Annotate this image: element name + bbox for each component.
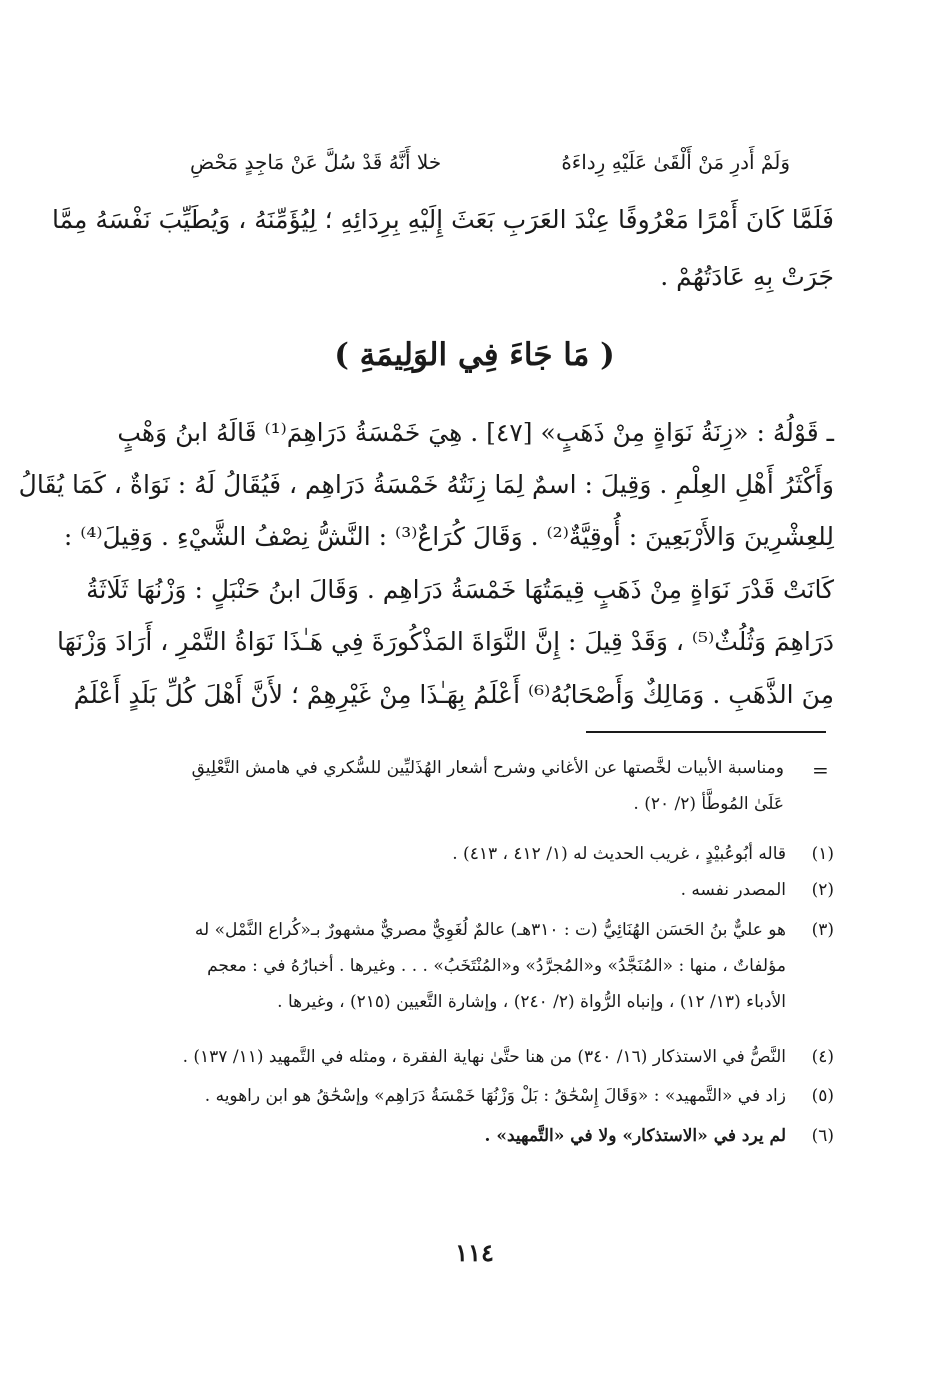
footnote-text: المصدر نفسه .: [680, 880, 786, 900]
poem-verse: [190, 140, 790, 184]
footnote-number: (١): [811, 844, 834, 864]
section-heading: ( مَا جَاءَ فِي الوَلِيمَةِ ): [334, 337, 615, 373]
body-line: لِلعِشْرِينَ وَالأَرْبَعِينَ : أُوقِيَّةٌ⁽²⁾ . وَقَالَ كُرَاعٌ⁽³⁾ : النَّشُّ نِصْفُ الشَّيْءِ . وَقِيلَ⁽⁴⁾ :: [63, 522, 834, 551]
footnote-1: [114, 844, 834, 874]
body-line: مِنَ الذَّهَبِ . وَمَالِكٌ وَأَصْحَابُهُ⁽⁶⁾ أَعْلَمُ بِهَـٰذَا مِنْ غَيْرِهِمْ ؛ لأَنَّ أَهْلَ كُلِّ بَلَدٍ أَعْلَمُ: [73, 680, 834, 709]
continuation-marker: =: [812, 758, 829, 782]
footnote-number: (٥): [811, 1086, 834, 1106]
footnote-6: [114, 1126, 834, 1156]
footnote-number: (٢): [811, 880, 834, 900]
intro-line: فَلَمَّا كَانَ أَمْرًا مَعْرُوفًا عِنْدَ العَرَبِ بَعَثَ إِلَيْهِ بِرِدَائِهِ ؛ لِيُؤَمِّنَهُ ، وَيُطَيِّبَ نَفْسَهُ مِمَّا: [51, 205, 834, 234]
body-line: ـ قَوْلُهُ : «زِنَةُ نَوَاةٍ مِنْ ذَهَبٍ» [٤٧] . هِيَ خَمْسَةُ دَرَاهِمَ⁽¹⁾ قَالَهُ ابنُ وَهْبٍ: [117, 418, 834, 447]
intro-line: جَرَتْ بِهِ عَادَتُهُمْ .: [660, 262, 834, 291]
footnote-text: زاد في «التَّمهيد» : «وَقَالَ إِسْحَٰقُ : بَلْ وَزْنُهَا خَمْسَةُ دَرَاهِم» وإسْحَٰقُ هو ابن راهويه .: [204, 1086, 786, 1106]
footnote-3: [114, 920, 834, 1030]
body-line: دَرَاهِمَ وَثُلُثٌ⁽⁵⁾ ، وَقَدْ قِيلَ : إِنَّ النَّوَاةَ المَذْكُورَةَ فِي هَـٰذَا نَوَاةُ التَّمْرِ ، أَرَادَ وَزْنَهَا: [57, 627, 834, 656]
poem-hemistich-right: وَلَمْ أَدرِ مَنْ أَلْقَىٰ عَلَيْهِ رِداءَهُ: [561, 150, 790, 174]
footnote-text: هو عليٌّ بنُ الحَسَن الهُنَائِيُّ (ت : ٣١٠هـ) عالمٌ لُغَوِيٌّ مصريٌّ مشهورٌ بـ«كُراع النَّمْل» له: [194, 920, 786, 940]
footnote-text: لم يرد في «الاستذكار» ولا في «التَّمهيد» .: [484, 1126, 786, 1146]
footnote-4: [114, 1047, 834, 1077]
page-number: ١١٤: [455, 1238, 494, 1267]
poem-hemistich-left: خلا أَنَّهُ قَدْ سُلَّ عَنْ مَاجِدٍ مَحْضِ: [190, 150, 442, 174]
footnote-line: ومناسبة الأبيات لخَّصتها عن الأغاني وشرح أشعار الهُذَليِّين للسُّكري في هامش التَّعْلِيقِ: [191, 758, 784, 778]
footnote-line: عَلَىٰ المُوطَّأ (٢/ ٢٠) .: [633, 794, 784, 814]
footnote-text: الأدباء (١٣/ ١٢) ، وإنباه الرُّواة (٢/ ٢٤٠) ، وإشارة التَّعيين (٢١٥) ، وغيرها .: [277, 992, 786, 1012]
footnote-separator: [586, 731, 826, 733]
footnote-number: (٦): [811, 1126, 834, 1146]
body-line: كَانَتْ قَدْرَ نَوَاةٍ مِنْ ذَهَبٍ قِيمَتُهَا خَمْسَةُ دَرَاهِم . وَقَالَ ابنُ حَنْبَلٍ : وَزْنُهَا ثَلَاثَةُ: [86, 575, 834, 604]
footnote-text: مؤلفاتٌ ، منها : «المُنَجَّدُ» و«المُجرَّدُ» و«المُنْتَخَبُ» . . . وغيرها . أخبارُهُ في : معجم: [207, 956, 786, 976]
footnote-text: قاله أبُوعُبيْدٍ ، غريب الحديث له (١/ ٤١٢ ، ٤١٣) .: [452, 844, 786, 864]
footnote-number: (٣): [811, 920, 834, 940]
footnote-number: (٤): [811, 1047, 834, 1067]
footnote-text: النَّصُّ في الاستذكار (١٦/ ٣٤٠) من هنا حتَّىٰ نهاية الفقرة ، ومثله في التَّمهيد (١١/ ١٣٧) .: [182, 1047, 786, 1067]
footnote-2: [114, 880, 834, 910]
body-line: وَأَكْثَرُ أَهْلِ العِلْمِ . وَقِيلَ : اسمٌ لِمَا زِنَتُهُ خَمْسَةُ دَرَاهِم ، فَيُقَالُ لَهُ : نَوَاةٌ ، كَمَا يُقَالُ: [18, 470, 834, 499]
footnote-5: [114, 1086, 834, 1116]
